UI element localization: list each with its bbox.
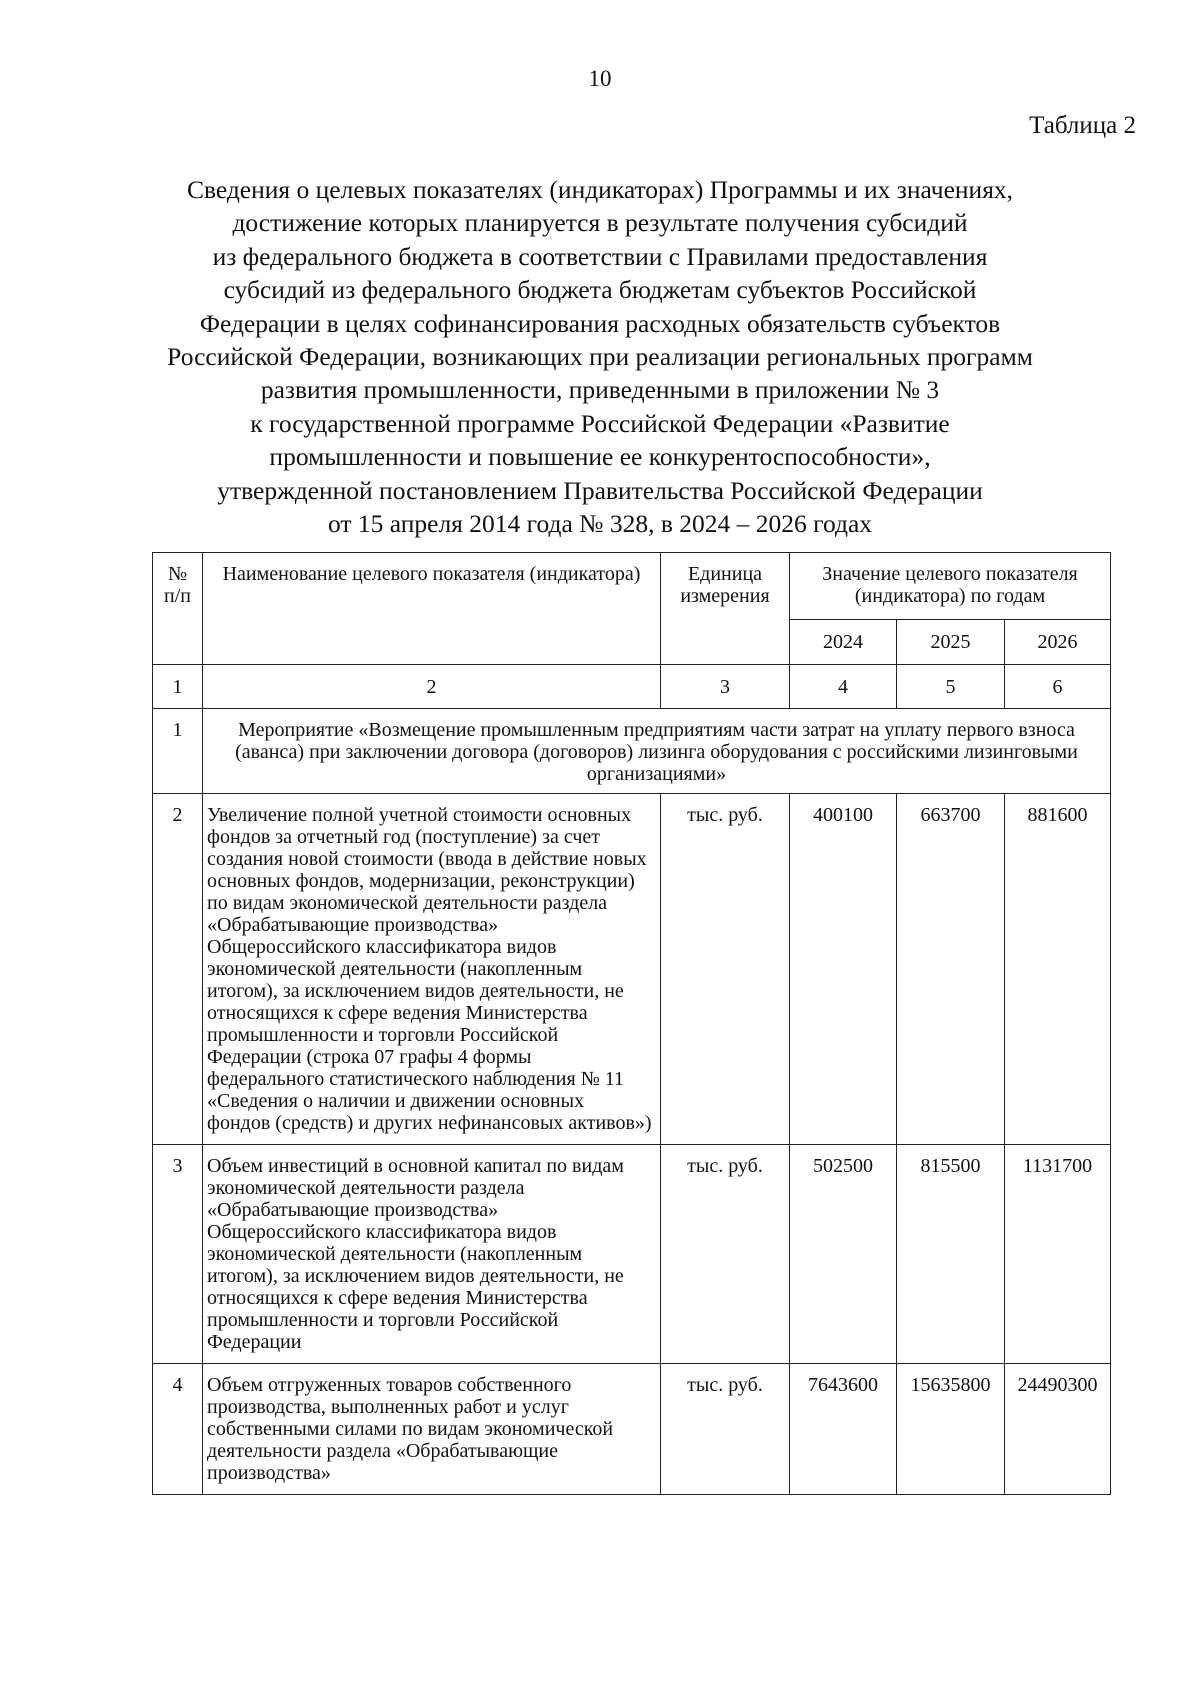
value-2024: 7643600 (790, 1364, 897, 1495)
table-row (153, 794, 1111, 1145)
table-row (153, 1145, 1111, 1364)
title-line: из федерального бюджета в соответствии с Правилами предоставления (212, 241, 988, 271)
column-number: 4 (790, 665, 897, 709)
header-num: № п/п (153, 553, 203, 665)
value-2026: 24490300 (1005, 1364, 1111, 1495)
title-line: Федерации в целях софинансирования расходных обязательств субъектов (199, 308, 1001, 338)
row-number: 1 (153, 709, 203, 794)
header-year: 2026 (1005, 620, 1111, 665)
indicator-unit: тыс. руб. (661, 1364, 790, 1495)
value-2026: 881600 (1005, 794, 1111, 1145)
value-2025: 15635800 (897, 1364, 1005, 1495)
row-number: 3 (153, 1145, 203, 1364)
column-number: 2 (203, 665, 661, 709)
title-line: к государственной программе Российской Федерации «Развитие (250, 408, 950, 438)
header-year: 2024 (790, 620, 897, 665)
header-year: 2025 (897, 620, 1005, 665)
indicator-unit: тыс. руб. (661, 794, 790, 1145)
value-2026: 1131700 (1005, 1145, 1111, 1364)
section-title: Мероприятие «Возмещение промышленным предприятиям части затрат на уплату первого взноса (аванса) при заключении договора (договоров) лизинга оборудования с российскими лизинговыми организациями» (203, 709, 1111, 794)
title-line: развития промышленности, приведенными в приложении № 3 (260, 375, 940, 405)
value-2024: 400100 (790, 794, 897, 1145)
column-number: 1 (153, 665, 203, 709)
indicator-unit: тыс. руб. (661, 1145, 790, 1364)
indicators-table (152, 552, 1111, 1495)
column-numbers-row (153, 665, 1111, 709)
column-number: 5 (897, 665, 1005, 709)
indicator-name: Увеличение полной учетной стоимости основных фондов за отчетный год (поступление) за счет создания новой стоимости (ввода в действие новых основных фондов, модернизации, реконструкции) по видам экономической деятельности раздела «Обрабатывающие производства» Общероссийского классификатора видов экономической деятельности (накопленным итогом), за исключением видов деятельности, не относящихся к сфере ведения Министерства промышленности и торговли Российской Федерации (строка 07 графы 4 формы федерального статистического наблюдения № 11 «Сведения о наличии и движении основных фондов (средств) и других нефинансовых активов») (203, 794, 661, 1145)
title-line: Сведения о целевых показателях (индикаторах) Программы и их значениях, (186, 175, 1014, 204)
indicator-name: Объем отгруженных товаров собственного производства, выполненных работ и услуг собственными силами по видам экономической деятельности раздела «Обрабатывающие производства» (203, 1364, 661, 1495)
indicator-name: Объем инвестиций в основной капитал по видам экономической деятельности раздела «Обрабатывающие производства» Общероссийского классификатора видов экономической деятельности (накопленным итогом), за исключением видов деятельности, не относящихся к сфере ведения Министерства промышленности и торговли Российской Федерации (203, 1145, 661, 1364)
section-row (153, 709, 1111, 794)
table-label: Таблица 2 (1029, 112, 1136, 139)
title-line: от 15 апреля 2014 года № 328, в 2024 – 2026 годах (327, 509, 873, 539)
title-line: субсидий из федерального бюджета бюджетам субъектов Российской (223, 275, 977, 305)
table-row (153, 1364, 1111, 1495)
title-line: Российской Федерации, возникающих при реализации региональных программ (167, 342, 1033, 372)
title-line: промышленности и повышение ее конкурентоспособности», (269, 442, 931, 472)
value-2025: 815500 (897, 1145, 1005, 1364)
table-header-row (153, 553, 1111, 620)
title-line: утвержденной постановлением Правительства Российской Федерации (217, 475, 983, 505)
header-value: Значение целевого показателя (индикатора) по годам (790, 553, 1111, 620)
title-line: достижение которых планируется в результате получения субсидий (232, 208, 968, 238)
page-number: 10 (588, 66, 612, 91)
value-2024: 502500 (790, 1145, 897, 1364)
column-number: 3 (661, 665, 790, 709)
value-2025: 663700 (897, 794, 1005, 1145)
row-number: 2 (153, 794, 203, 1145)
header-unit: Единица измерения (661, 553, 790, 665)
header-name: Наименование целевого показателя (индикатора) (203, 553, 661, 665)
column-number: 6 (1005, 665, 1111, 709)
row-number: 4 (153, 1364, 203, 1495)
document-title (150, 173, 1050, 540)
